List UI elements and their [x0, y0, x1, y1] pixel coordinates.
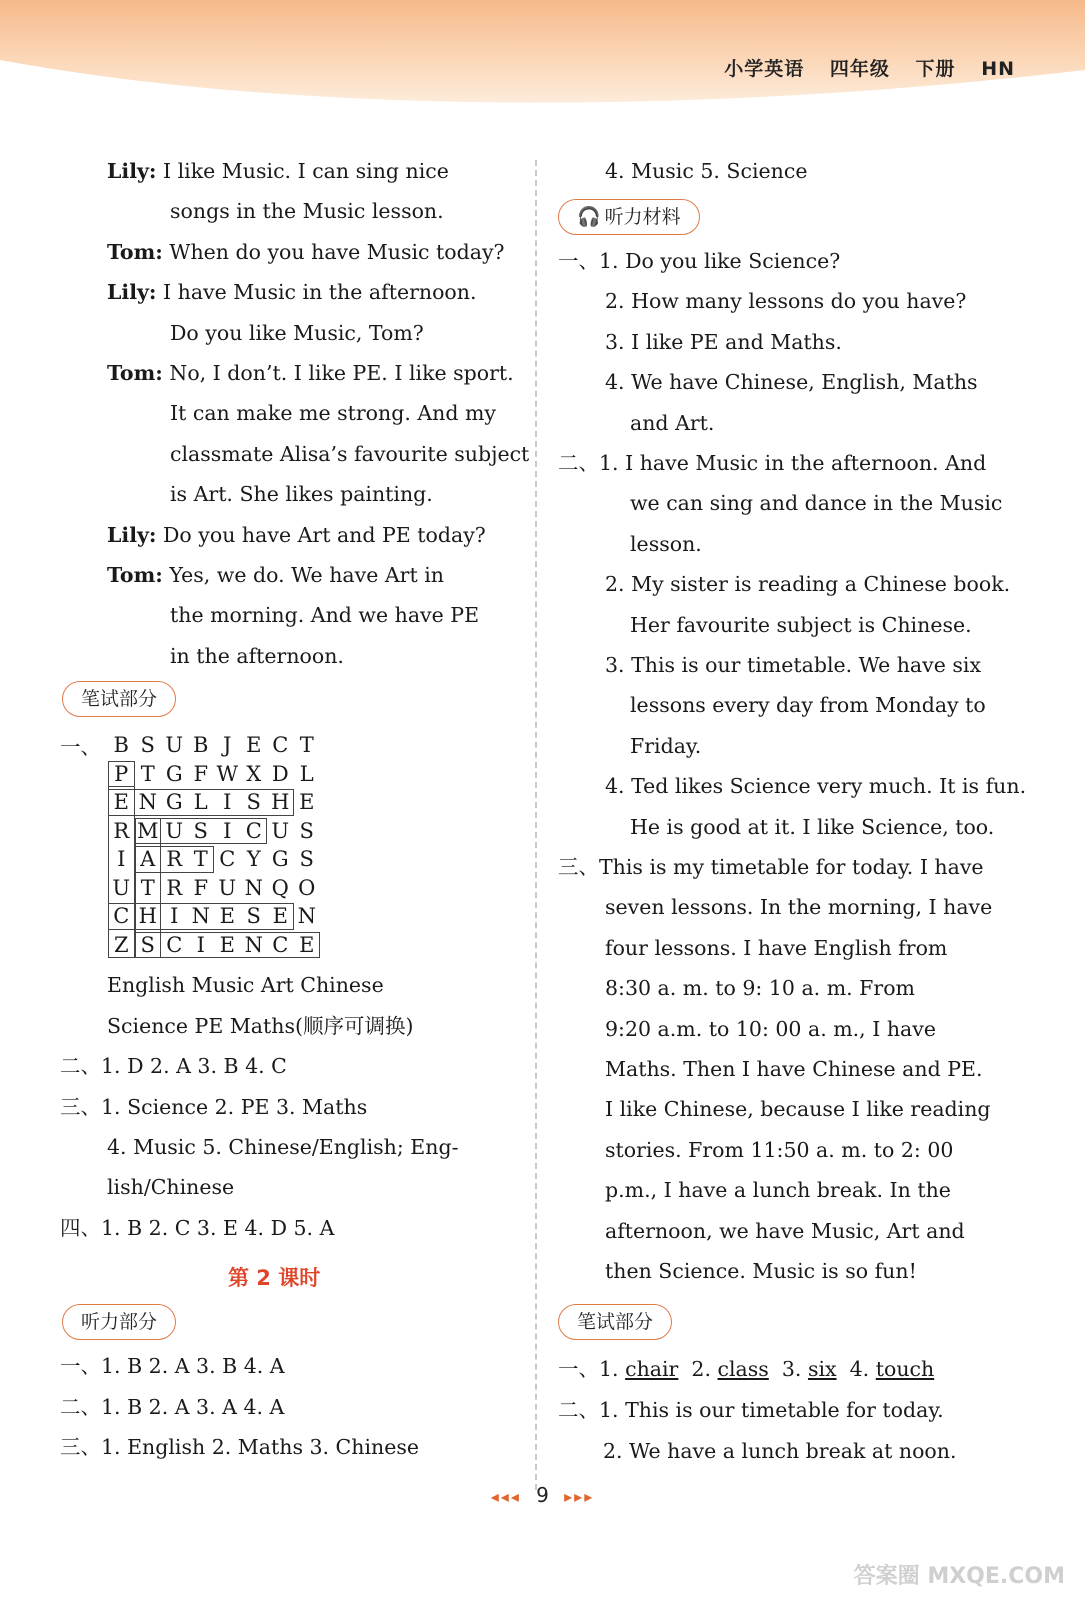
- header-title: [706, 54, 1015, 81]
- material-line: 一、1. Do you like Science?: [558, 249, 841, 273]
- material-line: 3. This is our timetable. We have six: [605, 653, 982, 677]
- puzzle-cell: E: [219, 932, 235, 957]
- puzzle-cell: B: [193, 733, 209, 757]
- listen-answer-2: 二、1. B 2. A 3. A 4. A: [60, 1395, 285, 1419]
- material-line: He is good at it. I like Science, too.: [630, 814, 995, 839]
- material-tag: 🎧 听力材料: [558, 199, 700, 235]
- puzzle-row: [108, 761, 320, 790]
- dialogue-line: [107, 521, 486, 549]
- puzzle-cell: D: [271, 761, 289, 786]
- written-answer-2: 二、1. This is our timetable for today.: [558, 1398, 944, 1422]
- header-grade: 四年级: [829, 58, 890, 80]
- material-line: 9:20 a.m. to 10: 00 a. m., I have: [605, 1016, 936, 1041]
- material-line: Maths. Then I have Chinese and PE.: [605, 1057, 983, 1081]
- material-line: p.m., I have a lunch break. In the: [605, 1178, 951, 1203]
- material-line: seven lessons. In the morning, I have: [605, 895, 993, 920]
- speaker: Tom:: [107, 361, 163, 385]
- puzzle-cell: S: [299, 847, 314, 871]
- puzzle-cell: N: [297, 904, 316, 928]
- material-line: 4. We have Chinese, English, Maths: [605, 370, 978, 395]
- puzzle-cell: P: [114, 761, 129, 786]
- puzzle-cell: G: [165, 790, 183, 814]
- puzzle-cell: J: [223, 733, 232, 757]
- puzzle-cell: X: [246, 761, 262, 786]
- puzzle-cell: E: [246, 733, 262, 757]
- puzzle-label: 一、: [60, 735, 101, 759]
- puzzle-cell: Q: [271, 875, 289, 900]
- puzzle-cell: E: [299, 932, 315, 957]
- material-line: and Art.: [630, 410, 715, 435]
- puzzle-cell: S: [140, 733, 155, 757]
- puzzle-cell: U: [271, 818, 290, 843]
- dialogue-text: Yes, we do. We have Art in: [169, 563, 444, 587]
- right-top-answers: 4. Music 5. Science: [605, 159, 808, 183]
- puzzle-cell: R: [166, 847, 183, 871]
- puzzle-cell: H: [271, 790, 290, 814]
- puzzle-cell: I: [223, 790, 232, 814]
- written-answer-1: 一、1. chair 2. class 3. six 4. touch: [558, 1357, 935, 1381]
- puzzle-cell: S: [140, 932, 155, 957]
- puzzle-cell: E: [113, 790, 129, 814]
- puzzle-cell: B: [113, 733, 129, 757]
- puzzle-cell: U: [165, 818, 184, 843]
- puzzle-cell: T: [193, 847, 208, 871]
- puzzle-cell: I: [223, 818, 232, 843]
- material-line: lessons every day from Monday to: [630, 693, 986, 718]
- puzzle-cell: C: [272, 733, 289, 757]
- puzzle-word-box: [108, 761, 135, 959]
- listen-answer-3: 三、1. English 2. Maths 3. Chinese: [60, 1435, 419, 1459]
- dialogue-continuation: classmate Alisa’s favourite subject: [170, 441, 530, 466]
- puzzle-cell: F: [193, 875, 209, 900]
- page-number: 9: [536, 1483, 549, 1507]
- material-line: Her favourite subject is Chinese.: [630, 612, 972, 637]
- dialogue-continuation: songs in the Music lesson.: [170, 199, 444, 224]
- puzzle-cell: C: [272, 932, 289, 957]
- puzzle-cell: S: [193, 818, 208, 843]
- puzzle-cell: T: [140, 875, 155, 900]
- header-subject: 小学英语: [724, 58, 805, 80]
- header-term: 下册: [915, 58, 956, 80]
- puzzle-cell: C: [166, 932, 183, 957]
- puzzle-cell: E: [272, 904, 288, 928]
- puzzle-cell: A: [140, 847, 156, 871]
- puzzle-cell: M: [136, 818, 159, 843]
- puzzle-cell: I: [117, 847, 126, 871]
- puzzle-cell: T: [299, 733, 314, 757]
- answer-q3a: 三、1. Science 2. PE 3. Maths: [60, 1095, 368, 1119]
- material-line: 4. Ted likes Science very much. It is fun.: [605, 774, 1027, 799]
- header-edition: HN: [981, 58, 1015, 80]
- puzzle-row: [108, 732, 320, 761]
- dialogue-text: Do you have Art and PE today?: [163, 522, 486, 547]
- puzzle-cell: H: [138, 904, 157, 928]
- dialogue-line: [107, 561, 444, 589]
- dialogue-continuation: Do you like Music, Tom?: [170, 320, 424, 345]
- words-line-2: Science PE Maths(顺序可调换): [107, 1014, 414, 1038]
- dialogue-continuation: the morning. And we have PE: [170, 603, 480, 628]
- puzzle-cell: U: [165, 733, 184, 757]
- puzzle-cell: R: [166, 875, 183, 900]
- puzzle-cell: Y: [246, 847, 261, 871]
- puzzle-cell: F: [193, 761, 209, 786]
- dialogue-line: [107, 157, 449, 185]
- puzzle-cell: E: [219, 904, 235, 928]
- material-line: lesson.: [630, 531, 702, 556]
- material-line: afternoon, we have Music, Art and: [605, 1218, 965, 1243]
- answer-q3c: lish/Chinese: [107, 1175, 235, 1199]
- puzzle-cell: G: [271, 847, 289, 871]
- written-answer-3: 2. We have a lunch break at noon.: [603, 1439, 957, 1463]
- puzzle-cell: S: [246, 790, 261, 814]
- headphones-icon: 🎧: [577, 206, 601, 228]
- puzzle-cell: S: [299, 818, 314, 843]
- material-line: 3. I like PE and Maths.: [605, 329, 842, 354]
- material-line: stories. From 11:50 a. m. to 2: 00: [605, 1137, 954, 1162]
- puzzle-cell: S: [246, 904, 261, 928]
- material-line: four lessons. I have English from: [605, 935, 948, 960]
- material-line: 8:30 a. m. to 9: 10 a. m. From: [605, 976, 915, 1001]
- dialogue-text: When do you have Music today?: [169, 239, 505, 264]
- word-puzzle: [108, 732, 320, 960]
- material-line: 2. My sister is reading a Chinese book.: [605, 572, 1011, 597]
- material-line: then Science. Music is so fun!: [605, 1259, 917, 1283]
- listen-answer-1: 一、1. B 2. A 3. B 4. A: [60, 1354, 285, 1378]
- puzzle-cell: L: [299, 761, 314, 786]
- dialogue-text: No, I don’t. I like PE. I like sport.: [169, 361, 514, 385]
- puzzle-cell: C: [113, 904, 130, 928]
- puzzle-cell: W: [216, 761, 239, 786]
- dialogue-text: I have Music in the afternoon.: [163, 280, 477, 305]
- answer-q4: 四、1. B 2. C 3. E 4. D 5. A: [60, 1216, 335, 1240]
- puzzle-cell: U: [112, 875, 131, 900]
- answer-q2: 二、1. D 2. A 3. B 4. C: [60, 1054, 287, 1078]
- material-line: I like Chinese, because I like reading: [605, 1097, 991, 1122]
- puzzle-cell: E: [299, 790, 315, 814]
- puzzle-word-box: [135, 818, 162, 959]
- dialogue-continuation: is Art. She likes painting.: [170, 482, 433, 507]
- puzzle-cell: Z: [113, 932, 129, 957]
- material-line: Friday.: [630, 733, 702, 758]
- dialogue-line: [107, 278, 477, 306]
- material-line: 2. How many lessons do you have?: [605, 289, 967, 314]
- puzzle-cell: G: [165, 761, 183, 786]
- material-line: we can sing and dance in the Music: [630, 491, 1003, 516]
- material-line: 二、1. I have Music in the afternoon. And: [558, 451, 987, 475]
- dialogue-continuation: in the afternoon.: [170, 643, 344, 668]
- speaker: Lily:: [107, 280, 157, 305]
- puzzle-cell: N: [138, 790, 157, 814]
- column-divider: [535, 160, 537, 1490]
- puzzle-word-box: [108, 789, 294, 816]
- puzzle-cell: U: [218, 875, 237, 900]
- words-line-1: English Music Art Chinese: [107, 973, 384, 997]
- watermark: 答案圈 MXQE.COM: [853, 1564, 1065, 1589]
- written-tag-left: 笔试部分: [62, 681, 176, 717]
- answer-q3b: 4. Music 5. Chinese/English; Eng-: [107, 1135, 459, 1159]
- puzzle-cell: I: [170, 904, 179, 928]
- puzzle-cell: C: [245, 818, 262, 843]
- puzzle-cell: I: [196, 932, 205, 957]
- puzzle-cell: C: [219, 847, 236, 871]
- puzzle-cell: N: [244, 932, 263, 957]
- puzzle-cell: R: [113, 818, 130, 843]
- puzzle-cell: N: [191, 904, 210, 928]
- speaker: Lily:: [107, 159, 157, 183]
- puzzle-cell: N: [244, 875, 263, 900]
- prev-arrows-icon: ◂◂◂: [490, 1487, 521, 1506]
- dialogue-continuation: It can make me strong. And my: [170, 401, 497, 426]
- footer: [0, 1483, 1085, 1507]
- puzzle-cell: L: [193, 790, 208, 814]
- speaker: Tom:: [107, 563, 163, 587]
- puzzle-cell: T: [140, 761, 155, 786]
- material-line: 三、This is my timetable for today. I have: [558, 855, 984, 879]
- dialogue-line: [107, 359, 514, 387]
- dialogue-line: [107, 238, 505, 266]
- speaker: Lily:: [107, 522, 157, 547]
- speaker: Tom:: [107, 239, 163, 264]
- dialogue-text: I like Music. I can sing nice: [163, 159, 449, 183]
- puzzle-cell: O: [298, 875, 316, 900]
- written-tag-right: 笔试部分: [558, 1304, 672, 1340]
- puzzle-word-box: [135, 932, 321, 959]
- next-arrows-icon: ▸▸▸: [564, 1487, 595, 1506]
- lesson-title: 第 2 课时: [228, 1266, 321, 1290]
- listen-tag: 听力部分: [62, 1304, 176, 1340]
